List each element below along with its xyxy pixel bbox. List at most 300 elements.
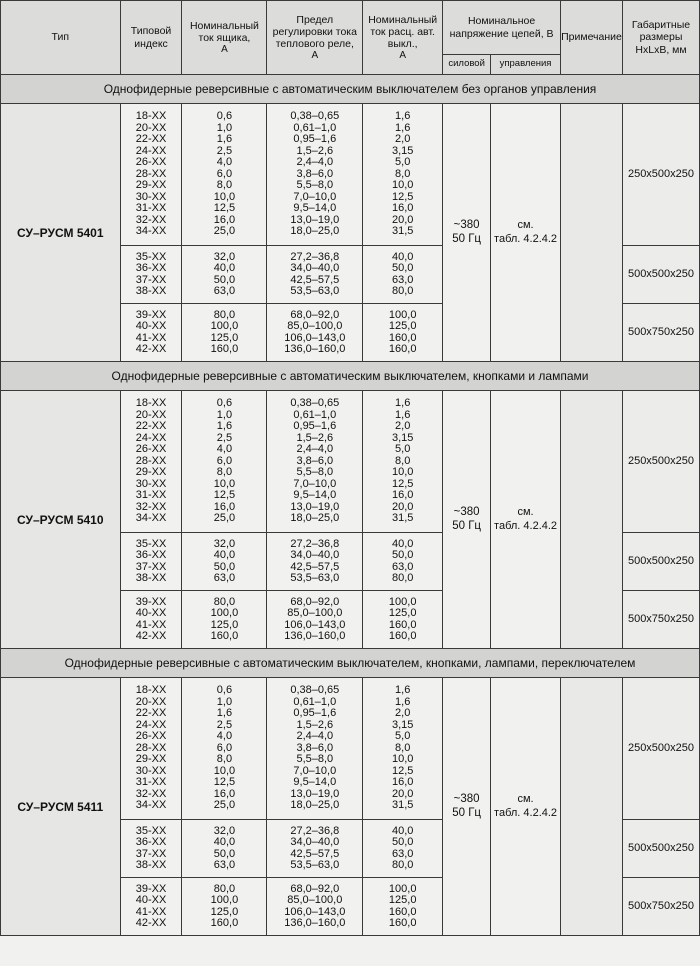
table-cell-value: 31-ХХ [135, 776, 167, 789]
table-cell-value: 63,0 [213, 572, 236, 584]
table-cell-value: 35-ХХ [135, 537, 167, 550]
table-cell-value: 38-ХХ [135, 285, 167, 297]
table-cell-value: 36-ХХ [135, 262, 167, 274]
table-cell-value: 136,0–160,0 [284, 917, 346, 929]
table-cell-value: 100,0 [388, 308, 417, 321]
table-cell-value: 16,0 [391, 489, 414, 502]
table-cell-value: 100,0 [210, 320, 239, 332]
table-cell-value: 1,6 [216, 707, 233, 720]
table-cell-value: 34,0–40,0 [290, 262, 340, 274]
table-cell-value: 42,5–57,5 [290, 847, 340, 860]
voltage-control-value: см. [517, 793, 534, 806]
table-cell-value: 136,0–160,0 [284, 630, 346, 642]
table-cell-value: 50,0 [391, 549, 414, 561]
table-cell-value: 10,0 [213, 764, 236, 777]
table-cell-value: 0,38–0,65 [290, 684, 340, 697]
table-cell-value: 125,0 [210, 618, 239, 631]
section-title-row [1, 649, 700, 678]
table-cell-value: 32,0 [213, 250, 236, 263]
relay-range-cell [267, 878, 363, 936]
header-box-current [182, 1, 267, 75]
table-cell-value: 68,0–92,0 [290, 308, 340, 321]
table-cell-value: 80,0 [391, 572, 414, 584]
table-cell-value: 50,0 [391, 836, 414, 848]
table-cell-value: 20,0 [391, 213, 414, 226]
table-cell-value: 40,0 [391, 537, 414, 550]
table-cell-value: 4,0 [216, 156, 233, 169]
table-cell-value: 38-ХХ [135, 859, 167, 871]
table-cell-value: 20,0 [391, 787, 414, 800]
table-cell-value: 25,0 [213, 799, 236, 812]
table-cell-value: 32,0 [213, 537, 236, 550]
table-cell-value: 39-ХХ [135, 308, 167, 321]
table-cell-value: 125,0 [388, 320, 417, 332]
breaker-current-cell [363, 591, 443, 649]
table-cell-value: 7,0–10,0 [293, 477, 337, 490]
table-cell-value: 8,0 [216, 753, 233, 766]
table-cell-value: 20-ХХ [135, 408, 167, 421]
dims-cell: 500x750x250 [622, 878, 699, 936]
table-cell-value: 28-ХХ [135, 167, 167, 180]
header-breaker-current [363, 1, 443, 75]
header-relay-range-label: Предел регулировки тока теплового реле, [272, 13, 357, 50]
table-cell-value: 0,61–1,0 [293, 121, 337, 134]
table-cell-value: 40,0 [213, 836, 236, 848]
table-cell-value: 25,0 [213, 512, 236, 525]
table-cell-value: 63,0 [391, 847, 414, 860]
table-cell-value: 31-ХХ [135, 489, 167, 502]
table-cell-value: 39-ХХ [135, 595, 167, 608]
table-cell-value: 12,5 [213, 202, 236, 215]
voltage-control-value: см. [517, 506, 534, 519]
table-cell-value: 1,6 [216, 420, 233, 433]
table-cell-value: 8,0 [216, 466, 233, 479]
table-cell-value: 2,4–4,0 [296, 730, 334, 743]
header-voltage-power: силовой [443, 55, 491, 75]
table-cell-value: 18,0–25,0 [290, 225, 340, 238]
table-cell-value: 24-ХХ [135, 144, 167, 157]
table-cell-value: 0,95–1,6 [293, 420, 337, 433]
index-cell [120, 391, 182, 533]
table-cell-value: 37-ХХ [135, 847, 167, 860]
table-cell-value: 16,0 [391, 776, 414, 789]
table-cell-value: 22-ХХ [135, 133, 167, 146]
breaker-current-cell [363, 678, 443, 820]
table-cell-value: 0,6 [216, 397, 233, 410]
table-cell-value: 41-ХХ [135, 331, 167, 344]
table-cell-value: 160,0 [388, 905, 417, 918]
table-cell-value: 28-ХХ [135, 454, 167, 467]
table-cell-value: 36-ХХ [135, 549, 167, 561]
voltage-control-value: см. [517, 219, 534, 232]
table-cell-value: 16,0 [391, 202, 414, 215]
table-cell-value: 9,5–14,0 [293, 489, 337, 502]
table-cell-value: 80,0 [213, 308, 236, 321]
table-cell-value: 18-ХХ [135, 110, 167, 123]
voltage-power-cell [443, 104, 491, 362]
table-cell-value: 31,5 [391, 225, 414, 238]
table-cell-value: 26-ХХ [135, 730, 167, 743]
table-cell-value: 63,0 [213, 859, 236, 871]
table-cell-value: 100,0 [388, 882, 417, 895]
box-current-cell [182, 820, 267, 878]
box-current-cell [182, 591, 267, 649]
voltage-control-cell [491, 391, 561, 649]
index-cell [120, 878, 182, 936]
breaker-current-cell [363, 246, 443, 304]
header-breaker-current-label: Номинальный ток расц. авт. выкл., [368, 13, 438, 50]
table-cell-value: 39-ХХ [135, 882, 167, 895]
box-current-cell [182, 678, 267, 820]
table-cell-value: 30-ХХ [135, 764, 167, 777]
table-cell-value: 80,0 [213, 882, 236, 895]
table-cell-value: 7,0–10,0 [293, 190, 337, 203]
table-cell-value: 3,15 [391, 431, 414, 444]
table-cell-value: 38-ХХ [135, 572, 167, 584]
header-row [1, 1, 700, 55]
table-cell-value: 80,0 [213, 595, 236, 608]
relay-range-cell [267, 246, 363, 304]
table-cell-value: 20,0 [391, 500, 414, 513]
header-type: Тип [1, 1, 121, 75]
dims-cell: 250x500x250 [622, 678, 699, 820]
table-cell-value: 34,0–40,0 [290, 836, 340, 848]
table-cell-value: 5,5–8,0 [296, 753, 334, 766]
section-title: Однофидерные реверсивные с автоматическим выключателем, кнопками, лампами, переключателем [1, 649, 700, 678]
table-cell-value: 160,0 [210, 343, 239, 355]
note-cell [561, 391, 623, 649]
table-cell-value: 1,5–2,6 [296, 718, 334, 731]
table-cell-value: 34-ХХ [135, 799, 167, 812]
table-cell-value: 18,0–25,0 [290, 799, 340, 812]
table-cell-value: 1,6 [395, 121, 411, 134]
table-cell-value: 1,6 [395, 110, 411, 123]
table-cell-value: 35-ХХ [135, 824, 167, 837]
table-cell-value: 85,0–100,0 [287, 320, 343, 332]
table-cell-value: 16,0 [213, 787, 236, 800]
header-relay-range-unit: А [311, 49, 319, 61]
table-cell-value: 5,0 [395, 443, 411, 456]
voltage-control-value: табл. 4.2.4.2 [494, 806, 558, 819]
table-cell-value: 50,0 [213, 273, 236, 286]
table-cell-value: 37-ХХ [135, 560, 167, 573]
table-cell-value: 0,38–0,65 [290, 110, 340, 123]
table-cell-value: 10,0 [213, 477, 236, 490]
table-cell-value: 34-ХХ [135, 512, 167, 525]
table-cell-value: 63,0 [213, 285, 236, 297]
table-cell-value: 85,0–100,0 [287, 894, 343, 906]
table-cell-value: 1,6 [395, 695, 411, 708]
table-cell-value: 40-ХХ [135, 607, 167, 619]
table-cell-value: 8,0 [395, 167, 411, 180]
header-relay-range [267, 1, 363, 75]
table-cell-value: 2,5 [216, 431, 233, 444]
voltage-power-value: ~380 [453, 792, 480, 805]
table-cell-value: 29-ХХ [135, 179, 167, 192]
table-cell-value: 10,0 [213, 190, 236, 203]
index-cell [120, 304, 182, 362]
note-cell [561, 104, 623, 362]
table-cell-value: 0,6 [216, 110, 233, 123]
voltage-control-cell [491, 104, 561, 362]
dims-cell: 500x500x250 [622, 533, 699, 591]
relay-range-cell [267, 591, 363, 649]
breaker-current-cell [363, 391, 443, 533]
table-cell-value: 0,95–1,6 [293, 133, 337, 146]
table-cell-value: 40-ХХ [135, 320, 167, 332]
table-cell-value: 1,6 [395, 397, 411, 410]
table-cell-value: 13,0–19,0 [290, 500, 340, 513]
table-cell-value: 3,8–6,0 [296, 741, 334, 754]
table-cell-value: 50,0 [391, 262, 414, 274]
table-cell-value: 4,0 [216, 443, 233, 456]
table-cell-value: 5,0 [395, 730, 411, 743]
table-cell-value: 35-ХХ [135, 250, 167, 263]
relay-range-cell [267, 391, 363, 533]
table-cell-value: 1,6 [395, 684, 411, 697]
table-cell-value: 6,0 [216, 454, 233, 467]
relay-range-cell [267, 678, 363, 820]
table-cell-value: 42-ХХ [135, 630, 167, 642]
table-cell-value: 160,0 [388, 917, 417, 929]
group-row [1, 391, 700, 533]
table-cell-value: 6,0 [216, 167, 233, 180]
table-cell-value: 5,0 [395, 156, 411, 169]
table-cell-value: 68,0–92,0 [290, 595, 340, 608]
table-cell-value: 31,5 [391, 512, 414, 525]
index-cell [120, 591, 182, 649]
table-cell-value: 125,0 [388, 607, 417, 619]
header-breaker-current-unit: А [399, 49, 407, 61]
table-cell-value: 0,6 [216, 684, 233, 697]
table-cell-value: 42-ХХ [135, 917, 167, 929]
table-cell-value: 12,5 [213, 489, 236, 502]
table-cell-value: 1,6 [395, 408, 411, 421]
table-cell-value: 1,0 [216, 695, 233, 708]
table-cell-value: 20-ХХ [135, 695, 167, 708]
voltage-control-value: табл. 4.2.4.2 [494, 519, 558, 532]
table-cell-value: 160,0 [388, 331, 417, 344]
breaker-current-cell [363, 304, 443, 362]
voltage-power-value: 50 Гц [452, 519, 482, 532]
table-cell-value: 12,5 [213, 776, 236, 789]
table-cell-value: 29-ХХ [135, 753, 167, 766]
note-cell [561, 678, 623, 936]
breaker-current-cell [363, 533, 443, 591]
voltage-power-value: 50 Гц [452, 232, 482, 245]
table-cell-value: 2,4–4,0 [296, 443, 334, 456]
dims-cell: 250x500x250 [622, 391, 699, 533]
table-cell-value: 16,0 [213, 213, 236, 226]
table-cell-value: 2,0 [395, 133, 411, 146]
box-current-cell [182, 304, 267, 362]
table-cell-value: 100,0 [388, 595, 417, 608]
table-cell-value: 27,2–36,8 [290, 824, 340, 837]
table-cell-value: 106,0–143,0 [284, 618, 346, 631]
voltage-control-value: табл. 4.2.4.2 [494, 232, 558, 245]
type-name: СУ–РУСМ 5401 [1, 104, 121, 362]
table-cell-value: 6,0 [216, 741, 233, 754]
table-cell-value: 24-ХХ [135, 431, 167, 444]
table-cell-value: 53,5–63,0 [290, 285, 340, 297]
table-cell-value: 100,0 [210, 607, 239, 619]
table-cell-value: 50,0 [213, 560, 236, 573]
table-cell-value: 1,5–2,6 [296, 431, 334, 444]
dims-cell: 500x750x250 [622, 591, 699, 649]
table-cell-value: 85,0–100,0 [287, 607, 343, 619]
table-cell-value: 0,38–0,65 [290, 397, 340, 410]
relay-range-cell [267, 304, 363, 362]
box-current-cell [182, 878, 267, 936]
table-cell-value: 125,0 [210, 331, 239, 344]
table-cell-value: 1,0 [216, 408, 233, 421]
box-current-cell [182, 533, 267, 591]
table-cell-value: 68,0–92,0 [290, 882, 340, 895]
table-cell-value: 136,0–160,0 [284, 343, 346, 355]
table-cell-value: 40,0 [391, 250, 414, 263]
table-cell-value: 26-ХХ [135, 156, 167, 169]
table-cell-value: 30-ХХ [135, 477, 167, 490]
table-cell-value: 125,0 [210, 905, 239, 918]
table-cell-value: 32-ХХ [135, 500, 167, 513]
table-cell-value: 13,0–19,0 [290, 787, 340, 800]
table-cell-value: 25,0 [213, 225, 236, 238]
table-cell-value: 40,0 [213, 549, 236, 561]
table-cell-value: 4,0 [216, 730, 233, 743]
table-cell-value: 9,5–14,0 [293, 202, 337, 215]
table-cell-value: 18,0–25,0 [290, 512, 340, 525]
table-cell-value: 1,5–2,6 [296, 144, 334, 157]
table-cell-value: 18-ХХ [135, 684, 167, 697]
table-cell-value: 12,5 [391, 190, 414, 203]
header-box-current-label: Номинальный ток ящика, [189, 19, 259, 44]
table-cell-value: 106,0–143,0 [284, 905, 346, 918]
table-cell-value: 2,5 [216, 718, 233, 731]
table-cell-value: 53,5–63,0 [290, 572, 340, 584]
group-row [1, 678, 700, 820]
header-box-current-unit: А [221, 43, 228, 55]
header-voltage: Номинальное напряжение цепей, В [443, 1, 561, 55]
table-cell-value: 5,5–8,0 [296, 179, 334, 192]
table-cell-value: 41-ХХ [135, 618, 167, 631]
table-cell-value: 2,0 [395, 707, 411, 720]
table-cell-value: 5,5–8,0 [296, 466, 334, 479]
dims-cell: 250x500x250 [622, 104, 699, 246]
voltage-power-cell [443, 678, 491, 936]
section-title-row [1, 362, 700, 391]
header-index: Типовой индекс [120, 1, 182, 75]
table-cell-value: 28-ХХ [135, 741, 167, 754]
table-cell-value: 32-ХХ [135, 787, 167, 800]
relay-range-cell [267, 533, 363, 591]
table-cell-value: 32,0 [213, 824, 236, 837]
table-cell-value: 10,0 [391, 753, 414, 766]
group-row [1, 104, 700, 246]
table-cell-value: 34,0–40,0 [290, 549, 340, 561]
type-name: СУ–РУСМ 5411 [1, 678, 121, 936]
table-cell-value: 12,5 [391, 477, 414, 490]
type-name: СУ–РУСМ 5410 [1, 391, 121, 649]
table-cell-value: 9,5–14,0 [293, 776, 337, 789]
table-cell-value: 31,5 [391, 799, 414, 812]
table-cell-value: 160,0 [210, 630, 239, 642]
table-cell-value: 30-ХХ [135, 190, 167, 203]
table-cell-value: 8,0 [395, 741, 411, 754]
table-cell-value: 27,2–36,8 [290, 250, 340, 263]
table-cell-value: 26-ХХ [135, 443, 167, 456]
table-cell-value: 2,0 [395, 420, 411, 433]
section-title-row [1, 75, 700, 104]
table-cell-value: 12,5 [391, 764, 414, 777]
table-cell-value: 8,0 [395, 454, 411, 467]
table-cell-value: 160,0 [210, 917, 239, 929]
table-cell-value: 0,61–1,0 [293, 408, 337, 421]
breaker-current-cell [363, 878, 443, 936]
table-cell-value: 80,0 [391, 285, 414, 297]
index-cell [120, 533, 182, 591]
table-cell-value: 2,5 [216, 144, 233, 157]
table-cell-value: 22-ХХ [135, 420, 167, 433]
voltage-control-cell [491, 678, 561, 936]
table-cell-value: 16,0 [213, 500, 236, 513]
section-title: Однофидерные реверсивные с автоматическим выключателем, кнопками и лампами [1, 362, 700, 391]
table-cell-value: 20-ХХ [135, 121, 167, 134]
table-cell-value: 125,0 [388, 894, 417, 906]
index-cell [120, 104, 182, 246]
table-cell-value: 106,0–143,0 [284, 331, 346, 344]
table-cell-value: 7,0–10,0 [293, 764, 337, 777]
relay-range-cell [267, 820, 363, 878]
box-current-cell [182, 104, 267, 246]
table-cell-value: 3,8–6,0 [296, 167, 334, 180]
section-title: Однофидерные реверсивные с автоматическим выключателем без органов управления [1, 75, 700, 104]
index-cell [120, 246, 182, 304]
table-cell-value: 3,8–6,0 [296, 454, 334, 467]
index-cell [120, 820, 182, 878]
dims-cell: 500x750x250 [622, 304, 699, 362]
table-cell-value: 0,95–1,6 [293, 707, 337, 720]
relay-range-cell [267, 104, 363, 246]
voltage-power-cell [443, 391, 491, 649]
box-current-cell [182, 246, 267, 304]
table-cell-value: 53,5–63,0 [290, 859, 340, 871]
table-cell-value: 1,6 [216, 133, 233, 146]
table-cell-value: 29-ХХ [135, 466, 167, 479]
table-cell-value: 100,0 [210, 894, 239, 906]
voltage-power-value: 50 Гц [452, 806, 482, 819]
table-cell-value: 18-ХХ [135, 397, 167, 410]
header-note: Примечание [561, 1, 623, 75]
table-cell-value: 8,0 [216, 179, 233, 192]
table-cell-value: 10,0 [391, 179, 414, 192]
table-cell-value: 41-ХХ [135, 905, 167, 918]
table-cell-value: 37-ХХ [135, 273, 167, 286]
table-cell-value: 40-ХХ [135, 894, 167, 906]
table-cell-value: 2,4–4,0 [296, 156, 334, 169]
table-cell-value: 63,0 [391, 273, 414, 286]
header-voltage-control: управления [491, 55, 561, 75]
table-cell-value: 160,0 [388, 343, 417, 355]
table-cell-value: 34-ХХ [135, 225, 167, 238]
table-cell-value: 40,0 [391, 824, 414, 837]
table-cell-value: 13,0–19,0 [290, 213, 340, 226]
table-cell-value: 1,0 [216, 121, 233, 134]
voltage-power-value: ~380 [453, 505, 480, 518]
table-cell-value: 40,0 [213, 262, 236, 274]
table-cell-value: 22-ХХ [135, 707, 167, 720]
table-cell-value: 27,2–36,8 [290, 537, 340, 550]
table-cell-value: 80,0 [391, 859, 414, 871]
